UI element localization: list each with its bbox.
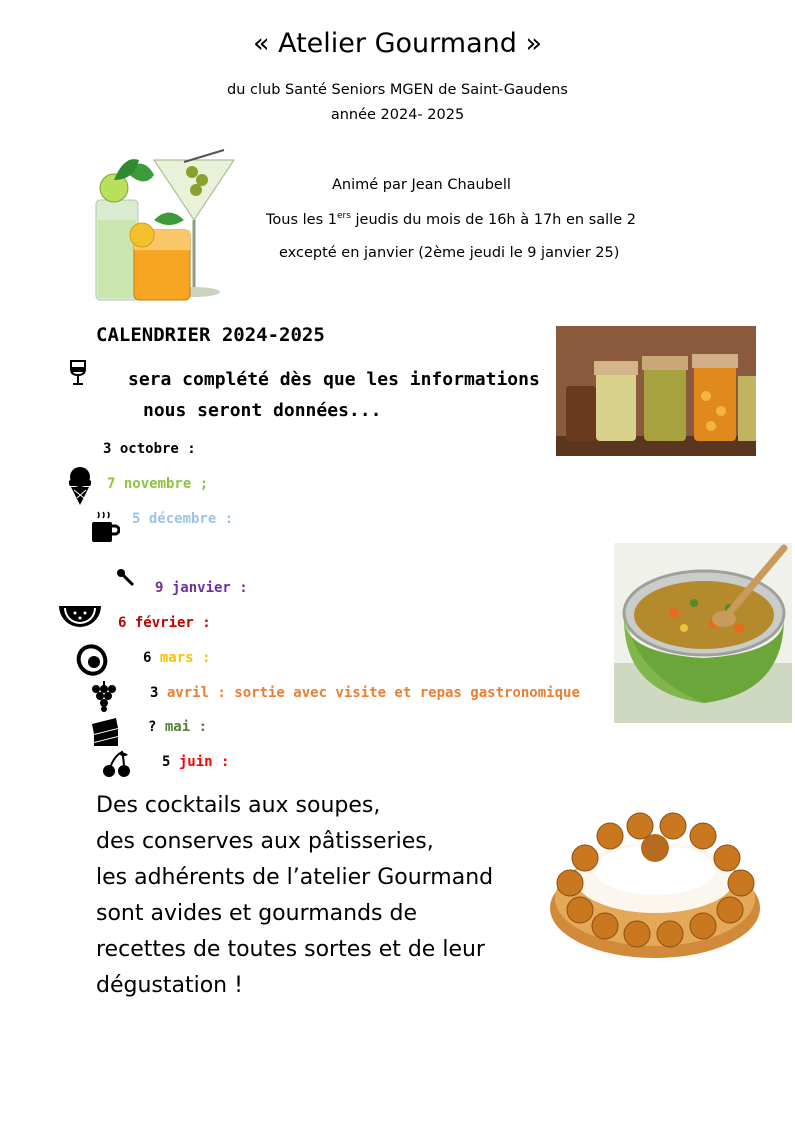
description-line: dégustation ! [96,973,243,998]
cake-icon [90,716,120,748]
watermelon-icon [57,598,103,632]
grapes-icon [90,680,118,712]
animator-line: Animé par Jean Chaubell [332,177,511,193]
description-line: les adhérents de l’atelier Gourmand [96,865,494,890]
wrench-icon [116,568,136,588]
description-line: Des cocktails aux soupes, [96,793,381,818]
hot-mug-icon [90,510,120,544]
ice-cream-icon [66,466,94,506]
calendar-entry-fevrier: 6 février : [118,615,211,631]
calendar-entry-avril: 3 avril : sortie avec visite et repas gastronomique [150,685,580,701]
club-subtitle: du club Santé Seniors MGEN de Saint-Gaudens [227,82,568,98]
page-title: « Atelier Gourmand » [253,28,542,59]
description-line: des conserves aux pâtisseries, [96,829,434,854]
description-line: recettes de toutes sortes et de leur [96,937,485,962]
calendar-entry-octobre: 3 octobre : [103,441,196,457]
saint-honore-cake-photo [545,798,765,968]
description-line: sont avides et gourmands de [96,901,418,926]
schedule-line: Tous les 1ers jeudis du mois de 16h à 17h en salle 2 [266,211,636,228]
calendar-entry-decembre: 5 décembre : [132,511,234,527]
avocado-icon [72,638,114,678]
cherries-icon [100,750,132,778]
calendar-entry-janvier: 9 janvier : [155,580,248,596]
calendar-title: CALENDRIER 2024-2025 [96,324,325,346]
preserves-jars-photo [556,326,756,456]
soup-pot-photo [614,543,792,723]
calendar-note-line2: nous seront données... [143,400,382,421]
cocktails-photo [84,140,244,310]
calendar-entry-novembre: 7 novembre ; [107,476,209,492]
calendar-entry-mars: 6 mars : [143,650,211,666]
calendar-entry-juin: 5 juin : [162,754,230,770]
description-text [96,788,493,1004]
calendar-note-line1: sera complété dès que les informations [128,369,540,390]
exception-line: excepté en janvier (2ème jeudi le 9 janvier 25) [279,245,620,261]
season-year: année 2024- 2025 [330,107,465,123]
calendar-entry-mai: ? mai : [148,719,208,735]
wine-glass-icon [68,360,88,386]
